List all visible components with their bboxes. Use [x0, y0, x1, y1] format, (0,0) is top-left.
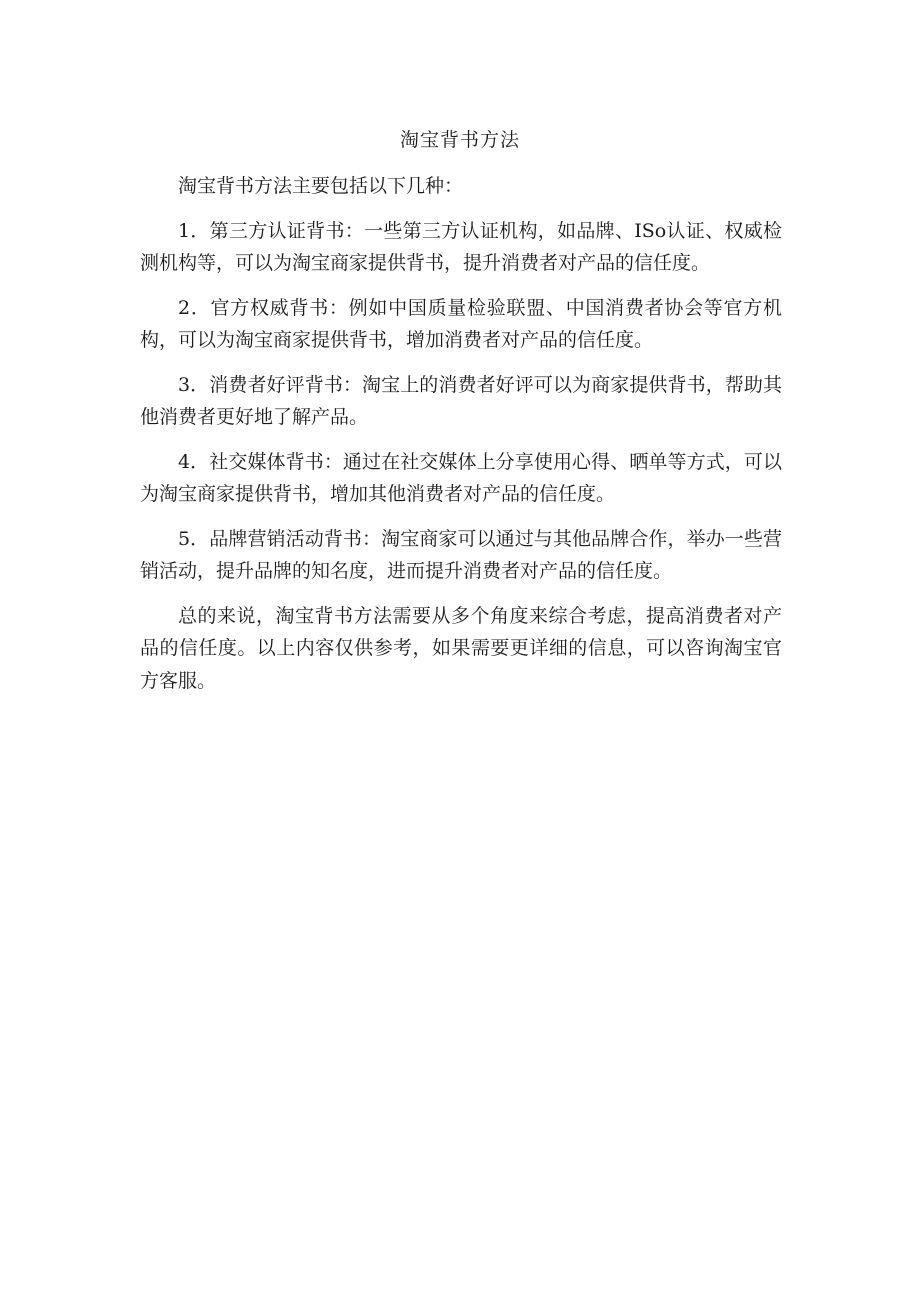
list-item: 2．官方权威背书：例如中国质量检验联盟、中国消费者协会等官方机构，可以为淘宝商家提供背书，增加消费者对产品的信任度。: [140, 296, 782, 351]
list-item: 4．社交媒体背书：通过在社交媒体上分享使用心得、晒单等方式，可以为淘宝商家提供背书，增加其他消费者对产品的信任度。: [140, 450, 782, 505]
list-item: 1．第三方认证背书：一些第三方认证机构，如品牌、ISo认证、权威检测机构等，可以为淘宝商家提供背书，提升消费者对产品的信任度。: [140, 219, 782, 274]
intro-paragraph: 淘宝背书方法主要包括以下几种：: [178, 175, 464, 197]
document-title: 淘宝背书方法: [399, 129, 520, 151]
document-body: [140, 170, 782, 709]
list-item: 3．消费者好评背书：淘宝上的消费者好评可以为商家提供背书，帮助其他消费者更好地了解产品。: [140, 373, 782, 428]
list-item: 5．品牌营销活动背书：淘宝商家可以通过与其他品牌合作，举办一些营销活动，提升品牌的知名度，进而提升消费者对产品的信任度。: [140, 527, 782, 582]
conclusion-paragraph: 总的来说，淘宝背书方法需要从多个角度来综合考虑，提高消费者对产品的信任度。以上内容仅供参考，如果需要更详细的信息，可以咨询淘宝官方客服。: [140, 604, 782, 692]
